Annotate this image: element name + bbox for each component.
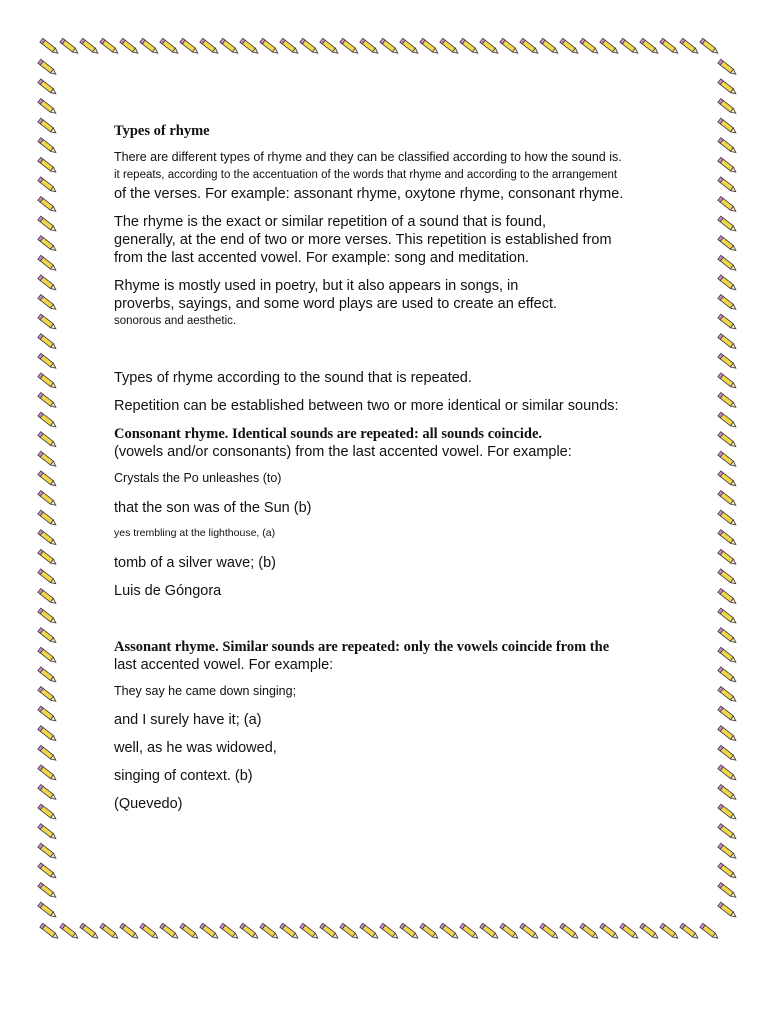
pencil-icon [718, 726, 738, 743]
pencil-icon [640, 38, 660, 55]
pencil-icon [718, 79, 738, 96]
consonant-author: Luis de Góngora [114, 583, 222, 599]
pencil-icon [520, 923, 540, 940]
pencil-icon [718, 745, 738, 762]
pencil-icon [500, 923, 520, 940]
pencil-icon [718, 902, 738, 919]
pencil-icon [38, 491, 58, 508]
pencil-icon [420, 38, 440, 55]
pencil-icon [480, 923, 500, 940]
usage-line-1: Rhyme is mostly used in poetry, but it also appears in songs, in [114, 278, 519, 294]
pencil-icon [38, 824, 58, 841]
definition-line-3: from the last accented vowel. For example: song and meditation. [114, 250, 530, 266]
pencil-icon [520, 38, 540, 55]
pencil-icon [220, 923, 240, 940]
pencil-icon [360, 38, 380, 55]
pencil-icon [440, 38, 460, 55]
pencil-icon [140, 923, 160, 940]
pencil-icon [718, 843, 738, 860]
pencil-icon [718, 353, 738, 370]
pencil-icon [380, 923, 400, 940]
pencil-icon [718, 138, 738, 155]
pencil-icon [660, 923, 680, 940]
pencil-icon [718, 628, 738, 645]
border-right [718, 59, 738, 919]
pencil-icon [38, 334, 58, 351]
pencil-icon [600, 923, 620, 940]
pencil-icon [300, 923, 320, 940]
intro-line-1: There are different types of rhyme and they can be classified according to how the sound is. [114, 150, 622, 164]
pencil-icon [460, 923, 480, 940]
pencil-icon [718, 373, 738, 390]
pencil-icon [38, 628, 58, 645]
section-intro: Repetition can be established between two or more identical or similar sounds: [114, 398, 619, 414]
pencil-icon [38, 157, 58, 174]
pencil-icon [718, 510, 738, 527]
pencil-icon [718, 393, 738, 410]
intro-line-2: it repeats, according to the accentuation of the words that rhyme and according to the arrangement [114, 169, 618, 181]
pencil-icon [280, 923, 300, 940]
pencil-icon [540, 923, 560, 940]
pencil-icon [38, 902, 58, 919]
pencil-icon [38, 236, 58, 253]
pencil-icon [340, 923, 360, 940]
pencil-icon [220, 38, 240, 55]
assonant-verse-3: well, as he was widowed, [114, 740, 277, 756]
pencil-icon [38, 79, 58, 96]
assonant-rhyme-title: Assonant rhyme. Similar sounds are repeated: only the vowels coincide from the [114, 639, 610, 655]
pencil-icon [320, 923, 340, 940]
pencil-icon [38, 883, 58, 900]
pencil-icon [718, 824, 738, 841]
pencil-icon [180, 38, 200, 55]
pencil-icon [620, 923, 640, 940]
pencil-icon [240, 923, 260, 940]
border-top [40, 38, 720, 55]
pencil-icon [240, 38, 260, 55]
pencil-icon [718, 785, 738, 802]
consonant-verse-2: that the son was of the Sun (b) [114, 500, 312, 516]
pencil-icon [38, 863, 58, 880]
pencil-icon [718, 295, 738, 312]
pencil-icon [80, 923, 100, 940]
pencil-icon [718, 608, 738, 625]
pencil-icon [718, 177, 738, 194]
pencil-icon [38, 687, 58, 704]
pencil-icon [600, 38, 620, 55]
pencil-icon [38, 138, 58, 155]
pencil-icon [38, 216, 58, 233]
pencil-icon [718, 863, 738, 880]
pencil-icon [718, 883, 738, 900]
pencil-icon [60, 923, 80, 940]
section-title: Types of rhyme according to the sound that is repeated. [114, 370, 472, 386]
pencil-icon [360, 923, 380, 940]
pencil-icon [718, 530, 738, 547]
pencil-icon [120, 38, 140, 55]
pencil-icon [420, 923, 440, 940]
consonant-rhyme-title: Consonant rhyme. Identical sounds are repeated: all sounds coincide. [114, 426, 543, 442]
pencil-icon [120, 923, 140, 940]
pencil-icon [40, 923, 60, 940]
border-bottom [40, 923, 720, 940]
border-left [38, 59, 58, 919]
usage-line-2: proverbs, sayings, and some word plays are used to create an effect. [114, 296, 558, 312]
pencil-icon [718, 432, 738, 449]
pencil-icon [700, 923, 720, 940]
pencil-icon [480, 38, 500, 55]
pencil-icon [380, 38, 400, 55]
pencil-icon [400, 923, 420, 940]
pencil-icon [440, 923, 460, 940]
pencil-icon [260, 38, 280, 55]
pencil-icon [200, 923, 220, 940]
pencil-icon [200, 38, 220, 55]
pencil-icon [38, 353, 58, 370]
pencil-icon [38, 549, 58, 566]
pencil-icon [38, 804, 58, 821]
pencil-icon [38, 432, 58, 449]
pencil-icon [38, 843, 58, 860]
assonant-verse-1: They say he came down singing; [114, 684, 297, 698]
pencil-icon [38, 197, 58, 214]
consonant-verse-3: yes trembling at the lighthouse, (a) [114, 527, 276, 539]
pencil-icon [100, 38, 120, 55]
pencil-icon [38, 745, 58, 762]
pencil-icon [718, 197, 738, 214]
pencil-icon [320, 38, 340, 55]
pencil-icon [38, 530, 58, 547]
pencil-icon [718, 589, 738, 606]
pencil-icon [38, 59, 58, 76]
intro-line-3: of the verses. For example: assonant rhyme, oxytone rhyme, consonant rhyme. [114, 186, 624, 202]
pencil-icon [718, 59, 738, 76]
pencil-icon [718, 687, 738, 704]
consonant-verse-1: Crystals the Po unleashes (to) [114, 471, 282, 485]
pencil-icon [38, 706, 58, 723]
usage-line-3: sonorous and aesthetic. [114, 315, 237, 327]
page-title: Types of rhyme [114, 123, 210, 139]
pencil-icon [680, 38, 700, 55]
definition-line-2: generally, at the end of two or more verses. This repetition is established from [114, 232, 612, 248]
assonant-verse-2: and I surely have it; (a) [114, 712, 262, 728]
definition-line-1: The rhyme is the exact or similar repetition of a sound that is found, [114, 214, 546, 230]
consonant-verse-4: tomb of a silver wave; (b) [114, 555, 276, 571]
pencil-icon [620, 38, 640, 55]
pencil-icon [718, 99, 738, 116]
pencil-icon [38, 275, 58, 292]
pencil-icon [38, 667, 58, 684]
pencil-icon [38, 589, 58, 606]
pencil-icon [700, 38, 720, 55]
pencil-icon [560, 38, 580, 55]
pencil-icon [38, 295, 58, 312]
assonant-rhyme-continuation: last accented vowel. For example: [114, 657, 334, 673]
pencil-icon [38, 314, 58, 331]
pencil-icon [718, 255, 738, 272]
pencil-icon [460, 38, 480, 55]
pencil-icon [38, 118, 58, 135]
pencil-icon [580, 923, 600, 940]
pencil-icon [38, 412, 58, 429]
pencil-icon [718, 765, 738, 782]
assonant-author: (Quevedo) [114, 796, 183, 812]
pencil-icon [38, 765, 58, 782]
pencil-icon [38, 726, 58, 743]
pencil-icon [718, 236, 738, 253]
pencil-icon [660, 38, 680, 55]
pencil-icon [340, 38, 360, 55]
pencil-icon [540, 38, 560, 55]
pencil-icon [640, 923, 660, 940]
pencil-icon [300, 38, 320, 55]
pencil-icon [718, 451, 738, 468]
pencil-icon [718, 706, 738, 723]
pencil-icon [718, 157, 738, 174]
pencil-icon [280, 38, 300, 55]
consonant-rhyme-continuation: (vowels and/or consonants) from the last accented vowel. For example: [114, 444, 572, 460]
pencil-icon [40, 38, 60, 55]
pencil-icon [100, 923, 120, 940]
pencil-icon [718, 647, 738, 664]
pencil-icon [718, 471, 738, 488]
pencil-icon [38, 451, 58, 468]
pencil-icon [38, 373, 58, 390]
pencil-icon [160, 38, 180, 55]
pencil-icon [718, 275, 738, 292]
pencil-icon [680, 923, 700, 940]
pencil-icon [580, 38, 600, 55]
pencil-icon [718, 118, 738, 135]
pencil-icon [60, 38, 80, 55]
pencil-icon [260, 923, 280, 940]
pencil-icon [400, 38, 420, 55]
pencil-icon [500, 38, 520, 55]
pencil-icon [38, 471, 58, 488]
pencil-icon [38, 255, 58, 272]
pencil-icon [718, 314, 738, 331]
pencil-icon [38, 510, 58, 527]
pencil-icon [560, 923, 580, 940]
pencil-icon [38, 177, 58, 194]
pencil-icon [718, 412, 738, 429]
pencil-icon [140, 38, 160, 55]
assonant-verse-4: singing of context. (b) [114, 768, 253, 784]
pencil-icon [38, 393, 58, 410]
pencil-icon [718, 334, 738, 351]
pencil-icon [38, 647, 58, 664]
pencil-icon [718, 549, 738, 566]
pencil-icon [160, 923, 180, 940]
pencil-icon [38, 785, 58, 802]
pencil-icon [38, 569, 58, 586]
pencil-icon [38, 608, 58, 625]
pencil-icon [718, 569, 738, 586]
pencil-icon [718, 804, 738, 821]
pencil-icon [718, 667, 738, 684]
pencil-icon [80, 38, 100, 55]
pencil-icon [180, 923, 200, 940]
pencil-icon [38, 99, 58, 116]
pencil-icon [718, 491, 738, 508]
pencil-icon [718, 216, 738, 233]
